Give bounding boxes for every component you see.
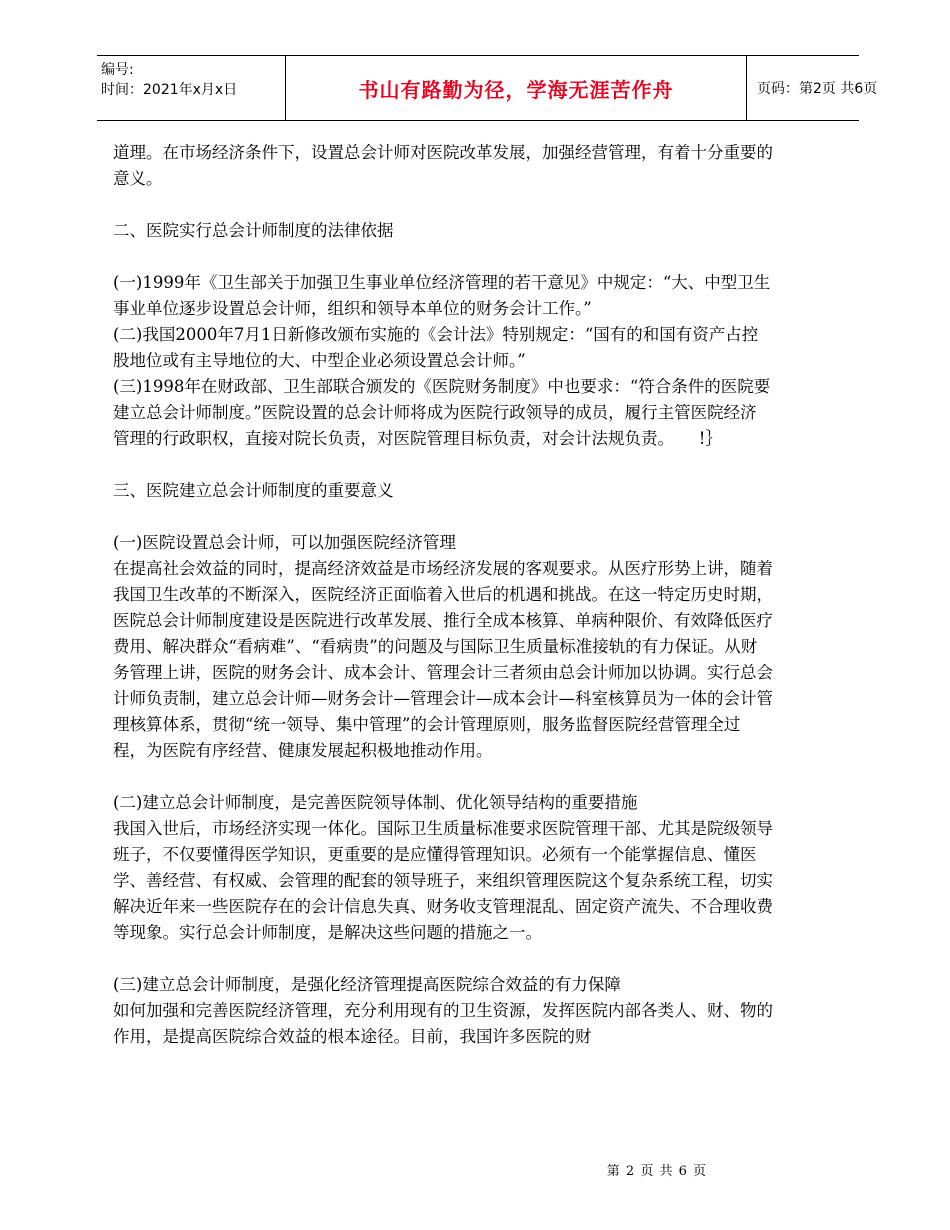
section-heading: 二、医院实行总会计师制度的法律依据	[113, 221, 394, 240]
header-motto-cell	[285, 56, 747, 120]
body-paragraph: 在提高社会效益的同时，提高经济效益是市场经济发展的客观要求。从医疗形势上讲，随着我国卫生改革的不断深入，医院经济正面临着入世后的机遇和挑战。在这一特定历史时期，医院总会计师制度建设是医院进行改革发展、推行全成本核算、单病种限价、有效降低医疗费用、解决群众“看病难”、“看病贵”的问题及与国际卫生质量标准接轨的有力保证。从财务管理上讲，医院的财务会计、成本会计、管理会计三者须由总会计师加以协调。实行总会计师负责制，建立总会计师—财务会计—管理会计—成本会计—科室核算员为一体的会计管理核算体系，贯彻“统一领导、集中管理”的会计管理原则，服务监督医院经营管理全过程，为医院有序经营、健康发展起积极地推动作用。	[113, 559, 773, 760]
header-page-number: 页码：第2页 共6页	[757, 81, 878, 97]
header-page-cell	[747, 56, 878, 120]
page-footer: 第 2 页 共 6 页	[606, 1164, 707, 1179]
body-paragraph: 我国入世后，市场经济实现一体化。国际卫生质量标准要求医院管理干部、尤其是院级领导班子，不仅要懂得医学知识，更重要的是应懂得管理知识。必须有一个能掌握信息、懂医学、善经营、有权威、会管理的配套的领导班子，来组织管理医院这个复杂系统工程，切实解决近年来一些医院存在的会计信息失真、财务收支管理混乱、固定资产流失、不合理收费等现象。实行总会计师制度，是解决这些问题的措施之一。	[113, 819, 773, 942]
body-paragraph: (一)1999年《卫生部关于加强卫生事业单位经济管理的若干意见》中规定：“大、中型卫生事业单位逐步设置总会计师，组织和领导本单位的财务会计工作。”	[113, 273, 771, 318]
subsection-heading: (一)医院设置总会计师，可以加强医院经济管理	[113, 533, 456, 552]
document-body	[113, 140, 773, 1050]
body-paragraph: 道理。在市场经济条件下，设置总会计师对医院改革发展，加强经营管理，有着十分重要的意义。	[113, 143, 773, 188]
body-paragraph: 如何加强和完善医院经济管理，充分利用现有的卫生资源，发挥医院内部各类人、财、物的作用，是提高医院综合效益的根本途径。目前，我国许多医院的财	[113, 1001, 773, 1046]
body-paragraph: (二)我国2000年7月1日新修改颁布实施的《会计法》特别规定：“国有的和国有资产占控股地位或有主导地位的大、中型企业必须设置总会计师。”	[113, 325, 759, 370]
body-paragraph: (三)1998年在财政部、卫生部联合颁发的《医院财务制度》中也要求：“符合条件的医院要建立总会计师制度。”医院设置的总会计师将成为医院行政领导的成员，履行主管医院经济管理的行政职权，直接对院长负责，对医院管理目标负责，对会计法规负责。 !｝	[113, 377, 771, 448]
section-heading: 三、医院建立总会计师制度的重要意义	[113, 481, 394, 500]
subsection-heading: (二)建立总会计师制度，是完善医院领导体制、优化领导结构的重要措施	[113, 793, 638, 812]
subsection-heading: (三)建立总会计师制度，是强化经济管理提高医院综合效益的有力保障	[113, 975, 621, 994]
header-motto: 书山有路勤为径，学海无涯苦作舟	[358, 77, 674, 102]
document-number-label: 编号:	[101, 62, 134, 78]
header-meta	[97, 56, 285, 120]
document-time-label: 时间：2021年x月x日	[101, 82, 238, 98]
page-header	[97, 55, 878, 121]
